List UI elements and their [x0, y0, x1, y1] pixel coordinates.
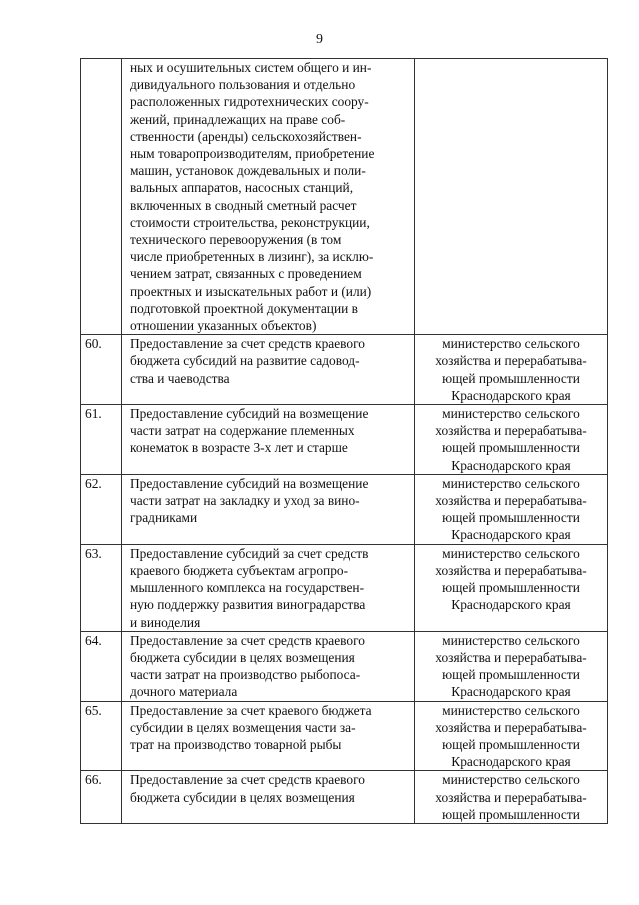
description-line: части затрат на производство рыбопоса-: [130, 667, 361, 683]
org-line: ющей промышленности: [442, 736, 580, 752]
measure-description-cell: [122, 335, 415, 405]
row-number: 65.: [81, 701, 122, 771]
org-line: министерство сельского: [442, 772, 580, 788]
measure-description-cell: [122, 544, 415, 631]
table-row-64: [81, 631, 608, 701]
measure-description-cell: [122, 405, 415, 475]
description-line: ных и осушительных систем общего и ин-: [130, 60, 372, 75]
org-line: ющей промышленности: [442, 667, 580, 683]
org-line: ющей промышленности: [442, 580, 580, 596]
org-line: ющей промышленности: [442, 440, 580, 456]
org-line: хозяйства и перерабатыва-: [435, 353, 587, 369]
description-line: отношении указанных объектов): [130, 318, 317, 334]
table-row-65: [81, 701, 608, 771]
responsible-org-cell: [415, 771, 608, 824]
description-line: ным товаропроизводителям, приобретение: [130, 146, 375, 162]
org-line: Краснодарского края: [451, 387, 571, 403]
org-line: хозяйства и перерабатыва-: [435, 423, 587, 439]
org-line: ющей промышленности: [442, 370, 580, 386]
description-line: числе приобретенных в лизинг), за исклю-: [130, 249, 374, 265]
org-line: хозяйства и перерабатыва-: [435, 789, 587, 805]
description-line: стоимости строительства, реконструкции,: [130, 214, 370, 230]
org-line: министерство сельского: [442, 545, 580, 561]
description-line: [130, 806, 408, 823]
org-line: хозяйства и перерабатыва-: [435, 649, 587, 665]
description-line: технического перевооружения (в том: [130, 232, 342, 248]
description-line: Предоставление за счет средств краевого: [130, 336, 365, 352]
description-line: субсидии в целях возмещения части за-: [130, 719, 356, 735]
description-line: дочного материала: [130, 684, 238, 700]
org-line: министерство сельского: [442, 336, 580, 352]
description-line: мышленного комплекса на государствен-: [130, 580, 365, 596]
description-line: Предоставление субсидий за счет средств: [130, 545, 369, 561]
org-line: Краснодарского края: [451, 457, 571, 473]
table-row-66: [81, 771, 608, 824]
measures-table: [80, 58, 608, 824]
description-line: Предоставление за счет средств краевого: [130, 772, 365, 788]
description-line: машин, установок дождевальных и поли-: [130, 163, 366, 179]
row-number: 62.: [81, 474, 122, 544]
description-line: ную поддержку развития виноградарства: [130, 597, 366, 613]
row-number-cell: [81, 59, 122, 335]
responsible-org-cell: [415, 335, 608, 405]
org-line: хозяйства и перерабатыва-: [435, 719, 587, 735]
row-number: 61.: [81, 405, 122, 475]
responsible-org-cell: [415, 59, 608, 335]
responsible-org-cell: [415, 474, 608, 544]
description-line: Предоставление субсидий на возмещение: [130, 475, 369, 491]
row-number: 66.: [81, 771, 122, 824]
responsible-org-cell: [415, 631, 608, 701]
table-row-63: [81, 544, 608, 631]
description-line: ства и чаеводства: [130, 370, 230, 386]
org-line: Краснодарского края: [451, 754, 571, 770]
measure-description-cell: [122, 631, 415, 701]
measure-description-cell: [122, 59, 415, 335]
description-line: дивидуального пользования и отдельно: [130, 77, 356, 93]
description-line: Предоставление субсидий на возмещение: [130, 406, 369, 422]
table-row-continuation: [81, 59, 608, 335]
description-line: подготовкой проектной документации в: [130, 300, 358, 316]
description-line: бюджета субсидии в целях возмещения: [130, 649, 355, 665]
org-line: министерство сельского: [442, 702, 580, 718]
table-row-62: [81, 474, 608, 544]
description-line: части затрат на содержание племенных: [130, 423, 355, 439]
row-number: 60.: [81, 335, 122, 405]
description-line: проектных и изыскательных работ и (или): [130, 283, 372, 299]
description-line: трат на производство товарной рыбы: [130, 736, 342, 752]
table-body: [81, 59, 608, 824]
description-line: ственности (аренды) сельскохозяйствен-: [130, 128, 362, 144]
org-line: министерство сельского: [442, 475, 580, 491]
description-line: градниками: [130, 510, 198, 526]
description-line: вальных аппаратов, насосных станций,: [130, 180, 354, 196]
description-line: чением затрат, связанных с проведением: [130, 266, 362, 282]
org-line: Краснодарского края: [451, 527, 571, 543]
page-number: 9: [316, 32, 323, 47]
description-line: бюджета субсидии в целях возмещения: [130, 789, 355, 805]
measure-description-cell: [122, 701, 415, 771]
description-line: расположенных гидротехнических соору-: [130, 94, 369, 110]
measure-description-cell: [122, 474, 415, 544]
description-line: жений, принадлежащих на праве соб-: [130, 111, 346, 127]
org-line: министерство сельского: [442, 632, 580, 648]
org-line: министерство сельского: [442, 406, 580, 422]
row-number: 63.: [81, 544, 122, 631]
description-line: и виноделия: [130, 614, 201, 630]
description-line: части затрат на закладку и уход за вино-: [130, 493, 360, 509]
org-line: хозяйства и перерабатыва-: [435, 493, 587, 509]
row-number: 64.: [81, 631, 122, 701]
org-line: ющей промышленности: [442, 806, 580, 822]
description-line: краевого бюджета субъектам агропро-: [130, 562, 349, 578]
responsible-org-cell: [415, 544, 608, 631]
org-line: хозяйства и перерабатыва-: [435, 562, 587, 578]
responsible-org-cell: [415, 701, 608, 771]
measure-description-cell: [122, 771, 415, 824]
org-line: ющей промышленности: [442, 510, 580, 526]
responsible-org-cell: [415, 405, 608, 475]
org-line: Краснодарского края: [451, 597, 571, 613]
description-line: Предоставление за счет средств краевого: [130, 632, 365, 648]
table-row-60: [81, 335, 608, 405]
description-line: включенных в сводный сметный расчет: [130, 197, 357, 213]
description-line: конематок в возрасте 3-х лет и старше: [130, 440, 348, 456]
table-row-61: [81, 405, 608, 475]
org-line: Краснодарского края: [451, 684, 571, 700]
description-line: бюджета субсидий на развитие садовод-: [130, 353, 360, 369]
description-line: Предоставление за счет краевого бюджета: [130, 702, 372, 718]
